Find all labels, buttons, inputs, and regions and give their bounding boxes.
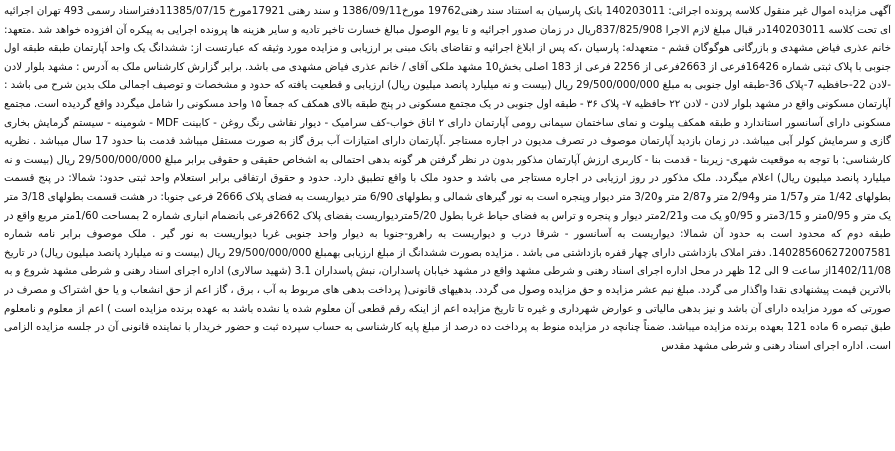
auction-notice-text: آگهی مزایده اموال غیر منقول کلاسه پرونده اجرائی: 140203011 بانک پارسیان به استناد سند رهنی19762 مورخ1386/09/11 و سند رهنی 17921مورخ 11385/07/15دفتراسناد رسمی 493 تهران اجرائیه ای تحت کلاسه 140203011در قبال مبلغ لازم الاجرا 837/825/908ریال در زمان صدور اجرائیه و تا یوم الوصول مبالغ خسارت تاخیر تادیه و سایر هزینه ها پرونده اجرایی به پیکره آن افزوده خواهد شد .متعهد: خانم عذری فیاض مشهدی و بازرگانی هوگوگان قشم - متعهدله: پارسیان ،که پس از ابلاغ اجرائیه و تقاضای بانک مبنی بر ارزیابی و مزایده مورد وثیقه که عبارتست از: ششدانگ یک واحد آپارتمان طبقه طبقه اول جنوبی با پلاک ثبتی شماره 16426فرعی از 2663فرعی از 2256 فرعی از 183 اصلی بخش10 مشهد ملکی آقای / خانم عذری فیاض مشهدی می باشد. برابر گزارش کارشناس ملک به آدرس : مشهد بلوار لادن -لادن 22-حافظیه 7-پلاک 36-طبقه اول جنوبی به مبلغ 29/500/000/000 ریال (بیست و نه میلیارد پانصد میلیون ریال) ارزیابی و قطعیت یافته که حدود و مشخصات و توصیف اجمالی ملک بدین شرح می باشد : آپارتمان مسکونی واقع در مشهد بلوار لادن - لادن ۲۲ حافظیه ۷- پلاک ۳۶ - طبقه اول جنوبی در یک مجتمع مسکونی در پنج طبقه بالای همکف که جمعاً ۱۵ واحد مسکونی را شامل میگردد واقع گردیده است. مجتمع مسکونی دارای آسانسور استاندارد و طبقه همکف پیلوت و نمای ساختمان سیمانی رومی آپارتمان دارای ۲ اتاق خواب-کف سرامیک - دیوار نقاشی رنگ روغن - کابینت MDF - شومینه - سیستم گرمایش بخاری گازی و سرمایش کولر آبی میباشد. در زمان بازدید آپارتمان موصوف در تصرف مدیون در اجاره مستاجر .آپارتمان دارای امتیازات آب برق گاز به صورت مستقل میباشد قدمت بنا حدود 17 سال میباشد . نظریه کارشناسی: با توجه به موقعیت شهری- زیربنا - قدمت بنا - کاربری ارزش آپارتمان مذکور بدون در نظر گرفتن هر گونه بدهی احتمالی به اشخاص حقیقی و حقوقی برابر مبلغ 29/500/000/000 ریال (بیست و نه میلیارد پانصد میلیون ریال) اعلام میگردد. ملک مذکور در روز ارزیابی در اجاره مستاجر می باشد و حدود ملک با واقع تطبیق دارد. حدود و حقوق ارتفاقی برابر استعلام واحد ثبتی حدود: شمالا: در پنج قسمت بطولهای 1/42 متر و1/57 متر و2/94 متر و2/87 متر و3/20 متر دیوار وپنجره است به نور گیرهای شمالی و بطولهای 6/90 متر دیواریست به فضای پلاک 2666 فرعی جنوبا: در هشت قسمت بطولهای 3/18 متر یک متر و 0/95متر و 3/15متر و 0/95و یک مت و2/21متر دیوار و پنجره و تراس به فضای حیاط غربا بطول 5/20متردیواریست بفضای پلاک 2662فرعی بانضمام انباری شماره 2 بمساحت 1/60متر مربع واقع در طبقه دوم که محدود است به حدود آن شمالا: دیواریست به آسانسور - شرقا درب و دیواریست به راهرو-جنوبا به دیوار واحد جنوبی غربا دیواریست به نور گیر . ملک موصوف برابر نامه شماره 140285606272007581. دفتر املاک بازداشتی دارای چهار قفره بازداشتی می باشد . مزایده بصورت ششدانگ از مبلغ ارزیابی بهمبلغ 29/500/000/000 ریال (بیست و نه میلیارد پانصد میلیون ریال) در تاریخ 1402/11/08از ساعت 9 الی 12 ظهر در محل اداره اجرای اسناد رهنی و شرطی مشهد واقع در مشهد خیابان پاسداران، نبش پاسداران 3.1 (شهید سالاری) اداره اجرای اسناد رهنی و شرطی مشهد شروع و به بالاترین قیمت پیشنهادی نقدا واگذار می گردد. مبلغ نیم عشر مزایده و حق مزایده وصول می گردد. بدهیهای قانونی( پرداخت بدهی های مربوط به آب ، برق ، گاز اعم از حق انشعاب و یا حق اشتراک و مصرف در صورتی که مورد مزایده دارای آن باشد و نیز بدهی مالیاتی و عوارض شهرداری و غیره تا تاریخ مزایده اعم از اینکه رقم قطعی آن معلوم شده یا نشده باشد به عهده برنده مزایده است ) اعم از معلوم و نامعلوم طبق تبصره 6 ماده 121 بعهده برنده مزایده میباشد. ضمناً چنانچه در مزایده منوط به پرداخت ده درصد از مبلغ پایه کارشناسی به حساب سپرده ثبت و حضور خریدار با نماینده قانونی آن در جلسه مزایده الزامی است. اداره اجرای اسناد رهنی و شرطی مشهد مقدس: [4, 5, 891, 352]
